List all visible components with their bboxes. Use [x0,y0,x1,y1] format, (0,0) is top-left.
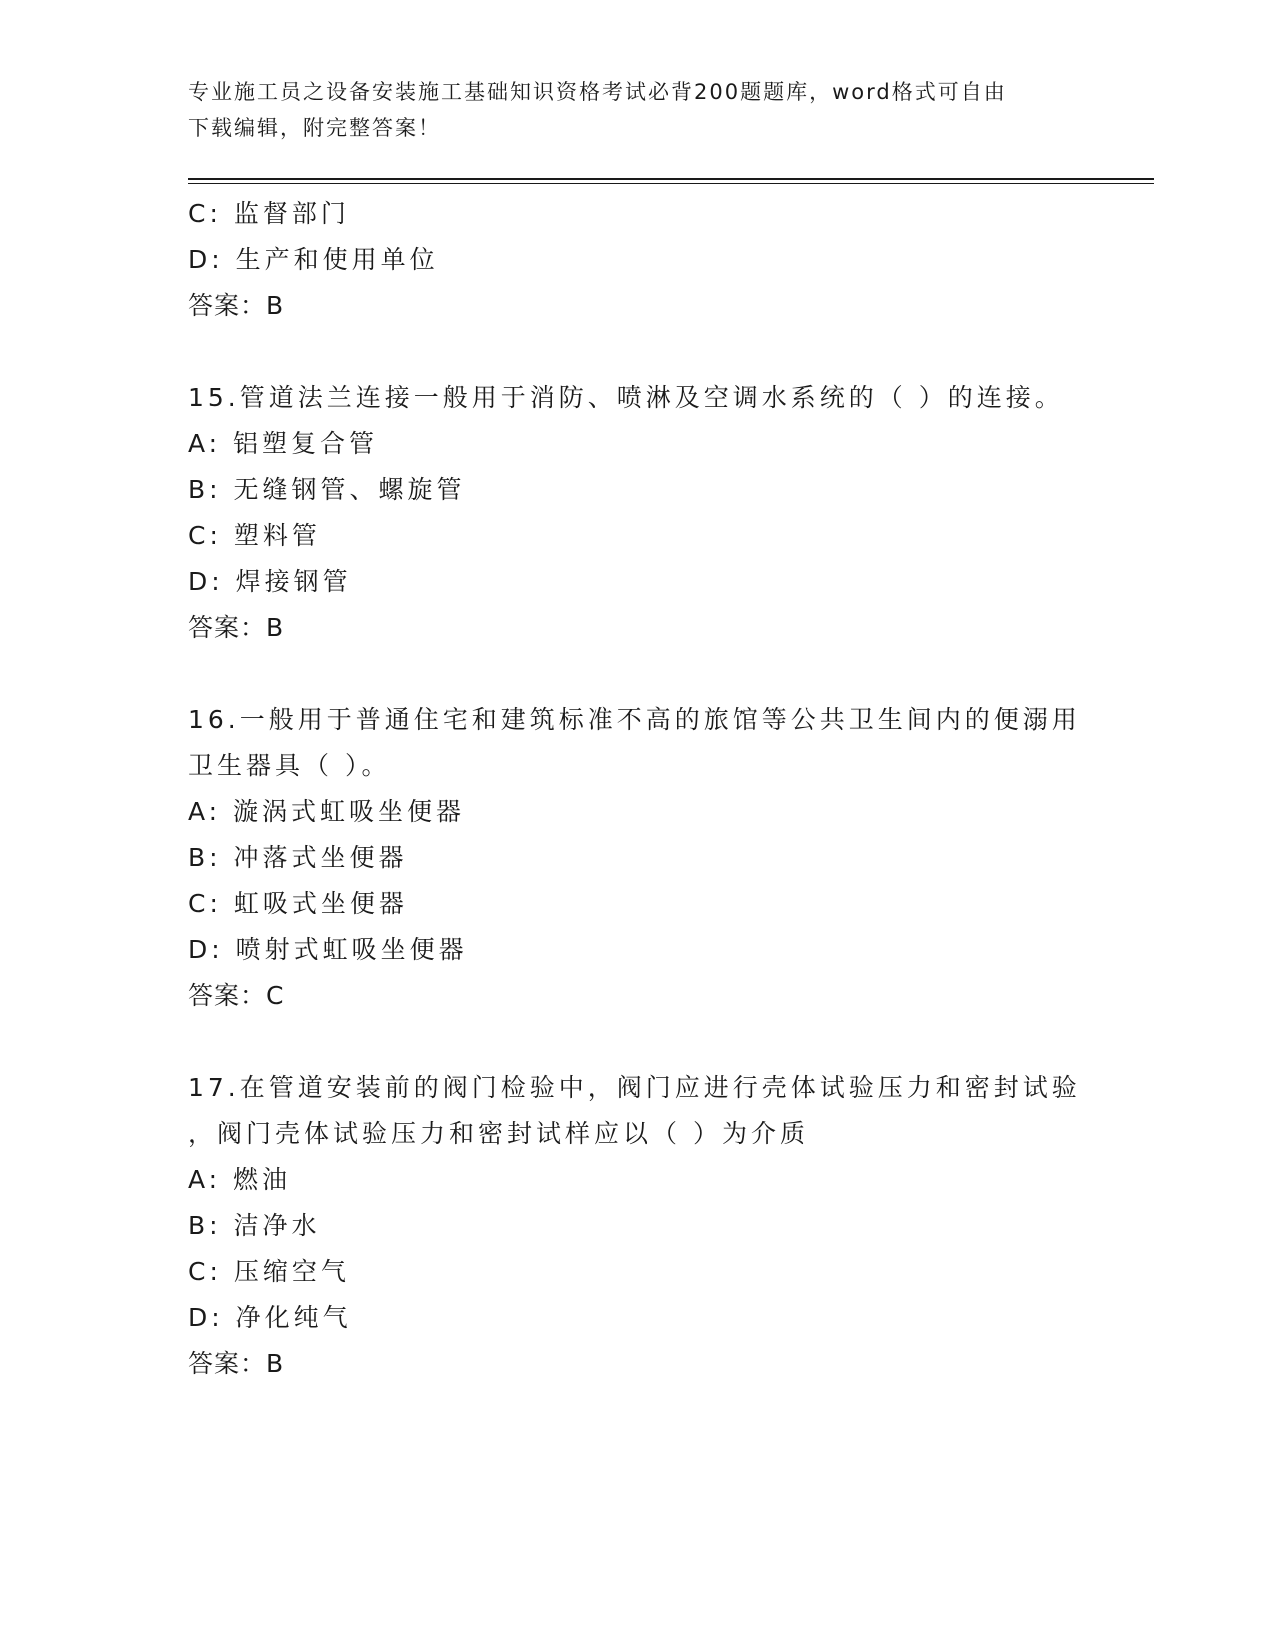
header-divider-thin [188,183,1154,184]
question-stem: 17.在管道安装前的阀门检验中，阀门应进行壳体试验压力和密封试验 [188,1073,1081,1102]
option-b: B: 冲落式坐便器 [188,843,408,872]
answer-line: 答案：C [188,981,285,1010]
question-stem-continued: ，阀门壳体试验压力和密封试样应以（ ）为介质 [188,1119,809,1148]
spacer [188,651,1088,697]
header-divider-thick [188,178,1154,180]
option-b: B: 无缝钢管、螺旋管 [188,475,466,504]
answer-line: 答案：B [188,1349,285,1378]
question-stem: 16.一般用于普通住宅和建筑标准不高的旅馆等公共卫生间内的便溺用 [188,705,1081,734]
question-15 [188,375,1088,651]
option-d: D: 焊接钢管 [188,567,352,596]
option-a: A: 铝塑复合管 [188,429,379,458]
previous-question-tail [188,191,1088,329]
document-header [188,74,1088,146]
option-c: C: 虹吸式坐便器 [188,889,408,918]
option-d: D: 生产和使用单位 [188,245,439,274]
option-a: A: 燃油 [188,1165,292,1194]
header-line-2: 下载编辑，附完整答案！ [188,116,441,140]
option-b: B: 洁净水 [188,1211,321,1240]
question-stem: 15.管道法兰连接一般用于消防、喷淋及空调水系统的（ ）的连接。 [188,383,1064,412]
spacer [188,329,1088,375]
option-d: D: 喷射式虹吸坐便器 [188,935,468,964]
header-line-1: 专业施工员之设备安装施工基础知识资格考试必背200题题库，word格式可自由 [188,80,1007,104]
answer-line: 答案：B [188,613,285,642]
question-17 [188,1065,1088,1387]
option-c: C: 压缩空气 [188,1257,350,1286]
question-16 [188,697,1088,1019]
option-a: A: 漩涡式虹吸坐便器 [188,797,466,826]
spacer [188,1019,1088,1065]
question-stem-continued: 卫生器具（ ）。 [188,751,391,780]
question-list [188,191,1088,1387]
answer-line: 答案：B [188,291,285,320]
option-d: D: 净化纯气 [188,1303,352,1332]
option-c: C: 塑料管 [188,521,321,550]
option-c: C: 监督部门 [188,199,350,228]
